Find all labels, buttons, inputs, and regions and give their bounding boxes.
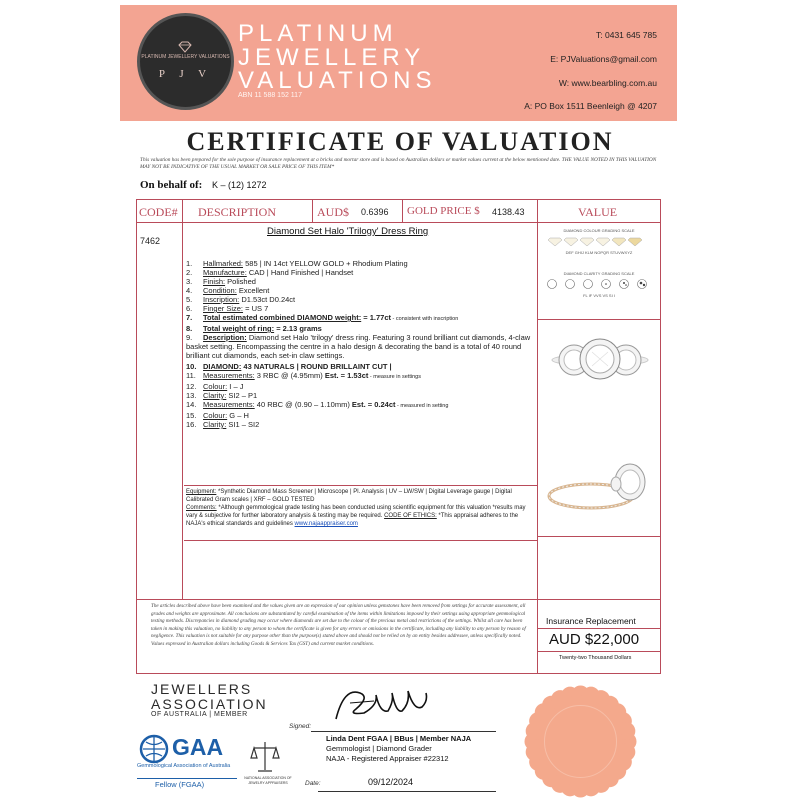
ring-side-view-image <box>546 458 652 513</box>
detail-row: 6. Finger Size: = US 7 <box>186 304 269 313</box>
detail-rows <box>186 259 531 313</box>
gaa-globe-icon <box>137 734 171 764</box>
item-title: Diamond Set Halo 'Trilogy' Dress Ring <box>267 226 429 237</box>
insurance-value: AUD $22,000 <box>549 631 640 648</box>
detail-row: 8. Total weight of ring: = 2.13 grams <box>186 324 322 333</box>
insurance-label: Insurance Replacement <box>546 616 636 626</box>
insurance-divider-2 <box>537 651 661 652</box>
on-behalf-label: On behalf of: <box>140 179 203 191</box>
header-divider-1 <box>312 199 313 222</box>
signer-registration: NAJA - Registered Appraiser #22312 <box>326 754 449 763</box>
contact-email: E: PJValuations@gmail.com <box>550 54 657 64</box>
gaa-logo: GAA <box>172 734 224 760</box>
description-header: DESCRIPTION <box>198 205 277 219</box>
company-logo <box>137 13 234 110</box>
code-column-divider <box>182 199 183 599</box>
detail-row: 2. Manufacture: CAD | Hand Finished | Handset <box>186 268 354 277</box>
detail-row: 13. Clarity: SI2 – P1 <box>186 391 258 400</box>
diamond-icon <box>178 40 192 58</box>
colour-scale-title: DIAMOND COLOUR GRADING SCALE <box>563 228 635 233</box>
contact-phone: T: 0431 645 785 <box>596 30 657 40</box>
logo-small-text: PLATINUM JEWELLERY VALUATIONS <box>141 54 230 60</box>
brand-line-3: VALUATIONS <box>238 67 437 94</box>
brand-line-1: PLATINUM <box>238 20 398 47</box>
detail-row: 7. Total estimated combined DIAMOND weight: = 1.77ct - consistent with inscription <box>186 313 459 322</box>
detail-row: 5. Inscription: D1.53ct D0.24ct <box>186 295 296 304</box>
equipment-notes: Equipment: *Synthetic Diamond Mass Screener | Microscope | Pl. Analysis | UV – LW/SW | Digital Leverage gauge | Digital Calibrated Gram scales | XRF – GOLD TESTED Comments: *Although gemmological grade testing has been conducted using scientific equipment for this valuation *results may vary & subjective for further laboratory analysis & testing may be required. CODE OF ETHICS: *This appraisal adheres to the NAJA's ethical standards and guidelines www.najaappraiser.com <box>186 489 526 527</box>
insurance-divider <box>537 628 661 629</box>
signature-line <box>311 731 496 732</box>
detail-row: 15. Colour: G – H <box>186 411 249 420</box>
clarity-scale-title: DIAMOND CLARITY GRADING SCALE <box>563 271 635 276</box>
header-divider-2 <box>402 199 403 222</box>
ja-logo-line-3: OF AUSTRALIA | MEMBER <box>151 711 248 718</box>
ja-logo-line-1: JEWELLERS <box>151 681 253 697</box>
value-column-divider <box>537 199 538 674</box>
detail-row: 3. Finish: Polished <box>186 277 256 286</box>
value-divider-1 <box>537 319 661 320</box>
contact-address: A: PO Box 1511 Beenleigh @ 4207 <box>524 101 657 111</box>
aud-value: 0.6396 <box>361 207 389 217</box>
bottom-section-divider <box>136 599 661 600</box>
clarity-grades: FL IF VVS VS SI I <box>583 293 615 298</box>
aud-label: AUD$ <box>317 205 349 219</box>
value-header: VALUE <box>578 205 618 219</box>
abn: ABN 11 588 152 117 <box>238 92 302 99</box>
colour-scale-diamonds <box>548 235 650 247</box>
gold-price-value: 4138.43 <box>492 207 525 217</box>
date-line <box>318 791 496 792</box>
detail-row-description: 9. Description: Diamond set Halo 'trilogy' dress ring. Featuring 3 round brilliant cut diamonds, 4-claw basket setting. Encompassing the centre in a halo design & decorating the band is a total of 40 round brilliant cut diamonds, each set-in claw settings. <box>186 333 531 360</box>
table-header-divider <box>136 222 661 223</box>
naja-scales-icon <box>250 740 280 774</box>
on-behalf-value: K – (12) 1272 <box>212 180 267 190</box>
value-divider-2 <box>537 536 661 537</box>
date-label: Date: <box>305 780 321 787</box>
detail-row: 16. Clarity: SI1 – SI2 <box>186 420 260 429</box>
signature-image <box>330 683 435 728</box>
detail-row: 1. Hallmarked: 585 | IN 14ct YELLOW GOLD + Rhodium Plating <box>186 259 408 268</box>
item-details <box>186 259 531 429</box>
detail-row: 4. Condition: Excellent <box>186 286 270 295</box>
ring-top-view-image <box>550 330 650 390</box>
certificate-seal <box>522 683 639 800</box>
signer-title: Gemmologist | Diamond Grader <box>326 744 432 753</box>
valuation-date: 09/12/2024 <box>368 777 414 787</box>
top-disclaimer: This valuation has been prepared for the sole purpose of insurance replacement at a bricks and mortar store and is based on Australian dollars or market values current at the below mentioned date. THE VALUE NOTED IN THIS VALUATION MAY NOT BE INDICATIVE OF THE USUAL MARKET OR SALE PRICE OF THIS ITEM* <box>140 157 657 170</box>
colour-grades: DEF GHIJ KLM NOPQR STUVWXYZ <box>565 250 633 255</box>
signer-name: Linda Dent FGAA | BBus | Member NAJA <box>326 734 472 743</box>
detail-row: 10. DIAMOND: 43 NATURALS | ROUND BRILLAINT CUT | <box>186 362 392 371</box>
gaa-underline <box>137 778 237 779</box>
bottom-disclaimer: The articles described above have been examined and the values given are an expression of our opinion unless gemstones have been removed from settings for accurate assessment, all grades and weights are approximate. All conclusions are substantiated by careful examination of the items within limitations imposed by their settings using appropriate gemmological testing methods. Discrepancies in diamond grading may occur where diamonds are set due to the colour of the precious metal and restrictions of the settings. Whilst all care has been taken in making this valuation, no liability to any person to whom the certificate is given for any errors or omissions in the certificate, including any liability to any person by reason of negligence. This valuation is not suitable for any purpose other than the purpose(s) stated above and should not be relied on by an entity besides addressee, unless specifically noted. Values expressed in Australian dollars including Goods & Services Tax (GST) and current market conditions. <box>151 603 526 647</box>
item-code: 7462 <box>140 236 161 246</box>
gold-price-label: GOLD PRICE $ <box>407 205 480 217</box>
insurance-value-words: Twenty-two Thousand Dollars <box>559 655 632 661</box>
naja-link[interactable]: www.najaappraiser.com <box>294 521 358 527</box>
detail-row: 11. Measurements: 3 RBC @ (4.95mm) Est. = 1.53ct - measure in settings <box>186 371 421 380</box>
signed-label: Signed: <box>289 723 312 730</box>
gaa-subtitle: Gemmological Association of Australia <box>137 763 231 769</box>
logo-initials: P J V <box>158 68 213 80</box>
detail-row: 12. Colour: I – J <box>186 382 244 391</box>
ja-logo-line-2: ASSOCIATION <box>151 696 268 712</box>
certificate-title: CERTIFICATE OF VALUATION <box>186 127 614 156</box>
equipment-divider-top <box>184 485 537 486</box>
code-header: CODE# <box>139 205 178 219</box>
equipment-divider-bottom <box>184 540 537 541</box>
detail-row: 14. Measurements: 40 RBC @ (0.90 – 1.10mm) Est. = 0.24ct - measured in setting <box>186 400 449 409</box>
clarity-scale-diamonds <box>546 278 652 290</box>
grading-scale-chart <box>540 226 658 318</box>
naja-logo-text: NATIONAL ASSOCIATION OF JEWELRY APPRAISERS <box>244 776 292 785</box>
gaa-fellow: Fellow (FGAA) <box>155 780 205 789</box>
brand-line-2: JEWELLERY <box>238 44 426 71</box>
contact-website: W: www.bearbling.com.au <box>558 78 657 88</box>
